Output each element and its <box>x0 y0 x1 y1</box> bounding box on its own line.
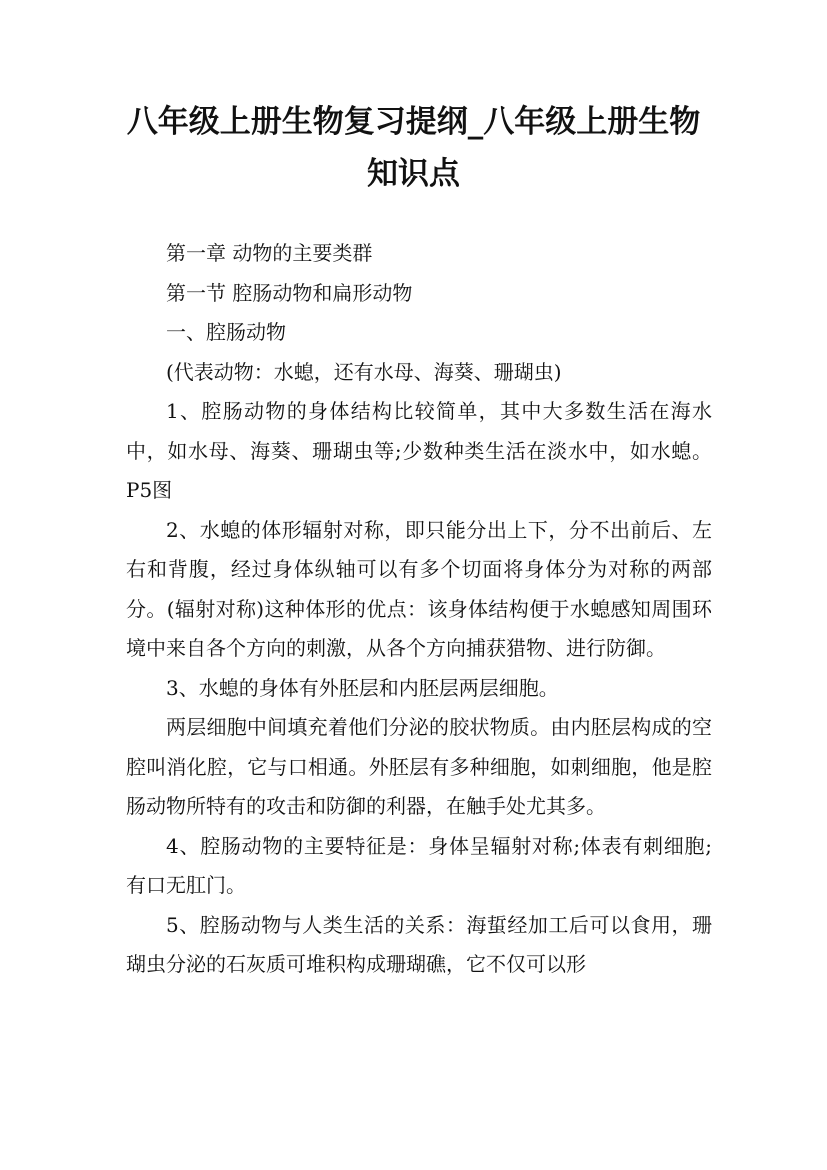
title-line-2: 知识点 <box>367 156 460 192</box>
paragraph-3-detail: 两层细胞中间填充着他们分泌的胶状物质。由内胚层构成的空腔叫消化腔，它与口相通。外胚层有多种细胞，如刺细胞，他是腔肠动物所特有的攻击和防御的利器，在触手处尤其多。 <box>126 715 712 818</box>
subsection-heading: 一、腔肠动物 <box>166 320 286 344</box>
document-title <box>90 96 737 200</box>
paragraph-4: 4、腔肠动物的主要特征是：身体呈辐射对称;体表有刺细胞;有口无肛门。 <box>126 833 712 897</box>
paragraph-2: 2、水螅的体形辐射对称，即只能分出上下，分不出前后、左右和背腹，经过身体纵轴可以有多个切面将身体分为对称的两部分。(辐射对称)这种体形的优点：该身体结构便于水螅感知周围环境中来自各个方向的刺激，从各个方向捕获猎物、进行防御。 <box>126 517 712 660</box>
section-heading: 第一节 腔肠动物和扁形动物 <box>166 280 413 305</box>
paragraph-1: 1、腔肠动物的身体结构比较简单，其中大多数生活在海水中，如水母、海葵、珊瑚虫等;少数种类生活在淡水中，如水螅。P5图 <box>126 399 712 502</box>
title-line-1: 八年级上册生物复习提纲_八年级上册生物 <box>126 104 701 140</box>
paragraph-5: 5、腔肠动物与人类生活的关系：海蜇经加工后可以食用，珊瑚虫分泌的石灰质可堆积构成珊瑚礁，它不仅可以形 <box>126 912 712 976</box>
document-body <box>126 234 712 985</box>
representative-animals: (代表动物：水螅，还有水母、海葵、珊瑚虫) <box>166 359 562 384</box>
paragraph-3: 3、水螅的身体有外胚层和内胚层两层细胞。 <box>166 675 559 700</box>
chapter-heading: 第一章 动物的主要类群 <box>166 241 373 265</box>
